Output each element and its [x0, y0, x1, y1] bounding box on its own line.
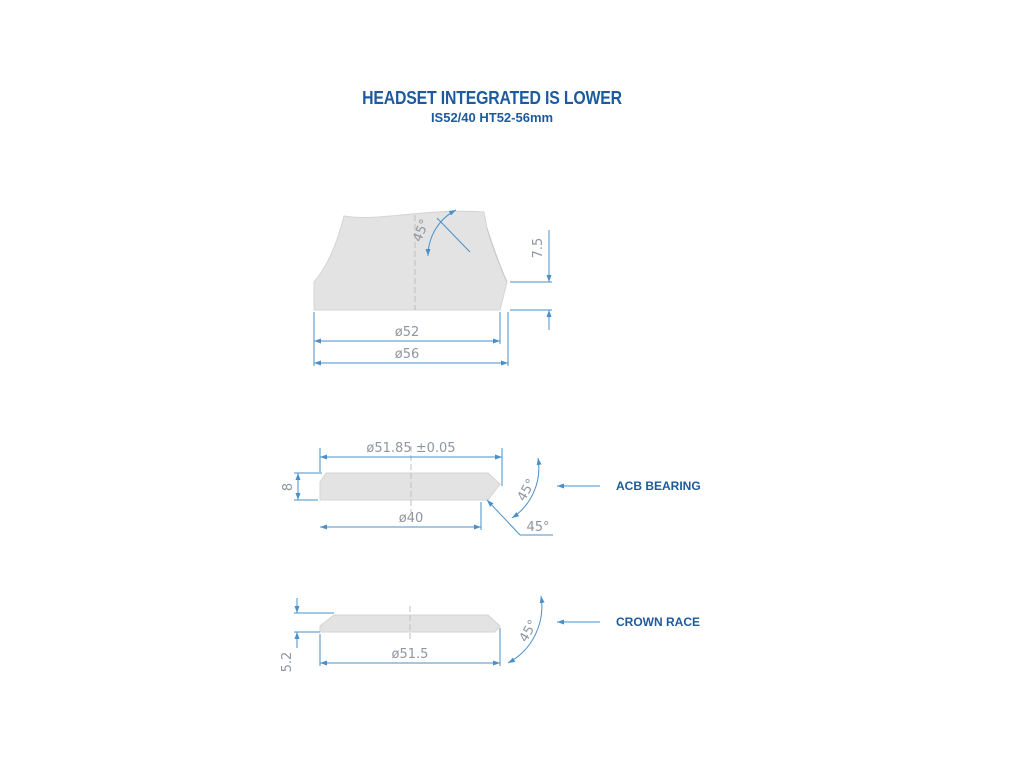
crown-race-callout: CROWN RACE — [616, 615, 700, 629]
bearing-bore-diameter: ø40 — [398, 511, 424, 526]
cup-angle-label: 45° — [410, 217, 434, 245]
head-tube-cup — [314, 210, 552, 366]
cup-outer-diameter: ø56 — [394, 347, 420, 362]
crown-race — [280, 596, 700, 672]
crown-race-height-label: 5.2 — [280, 651, 295, 673]
crown-race-diameter: ø51.5 — [391, 647, 429, 662]
acb-bearing-callout: ACB BEARING — [616, 479, 701, 493]
acb-bearing — [281, 441, 701, 535]
crown-race-angle: 45° — [516, 617, 542, 645]
cup-height-label: 7.5 — [531, 237, 546, 259]
cup-inner-diameter: ø52 — [394, 325, 420, 340]
diagram-subtitle: IS52/40 HT52-56mm — [430, 110, 554, 125]
diagram-title: HEADSET INTEGRATED IS LOWER — [362, 88, 622, 108]
bearing-lower-angle: 45° — [526, 520, 550, 535]
bearing-profile — [320, 473, 500, 500]
bearing-height-label: 8 — [281, 482, 296, 492]
cup-profile — [314, 211, 507, 310]
bearing-outer-angle: 45° — [514, 476, 540, 504]
bearing-outer-diameter: ø51.85 ±0.05 — [366, 441, 456, 456]
